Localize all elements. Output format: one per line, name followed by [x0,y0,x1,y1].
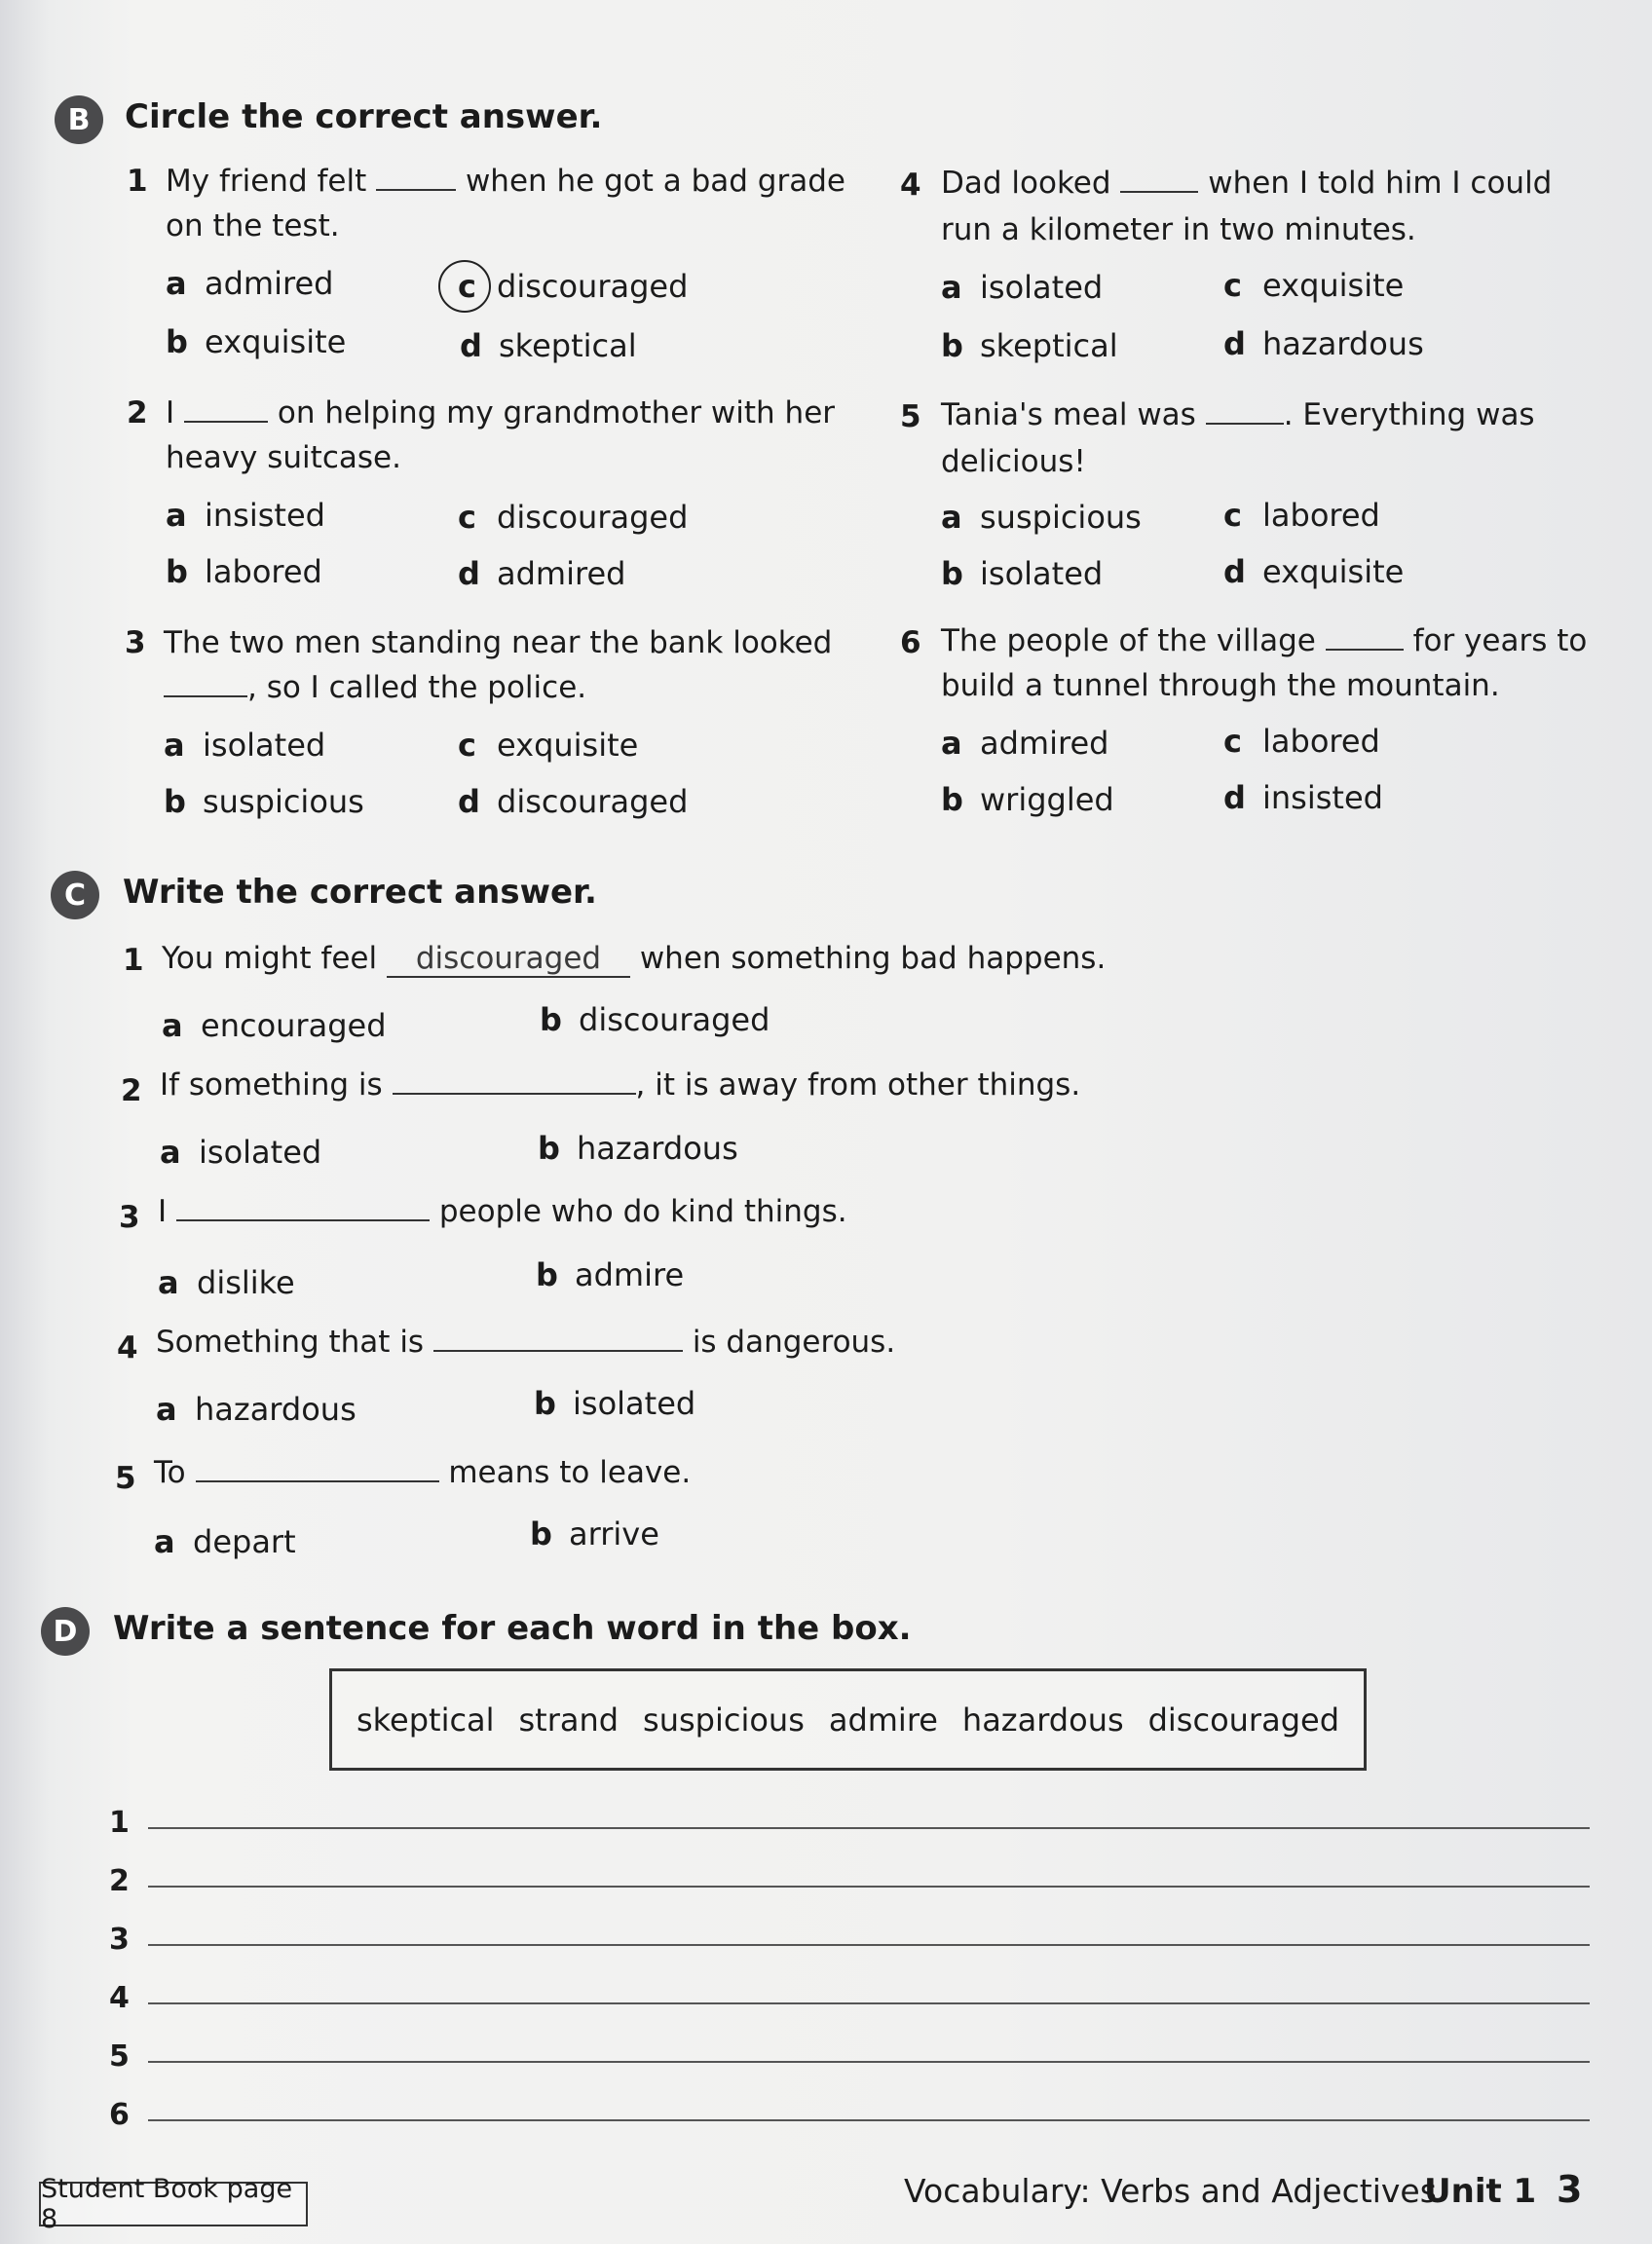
answer-field[interactable] [176,1194,430,1221]
question-text: The people of the village for years to [941,623,1588,658]
option-b: b hazardous [538,1130,738,1167]
option-d[interactable]: d admired [458,555,626,592]
option-b[interactable]: b labored [166,553,322,590]
option-c[interactable]: c labored [1223,723,1380,760]
option-d[interactable]: d discouraged [458,783,689,820]
option-a: a encouraged [162,1007,387,1044]
footer-title: Vocabulary: Verbs and Adjectives [904,2172,1437,2210]
question-text-line2: heavy suitcase. [166,440,401,475]
section-b-title: Circle the correct answer. [125,97,603,136]
question-text: To means to leave. [154,1455,692,1490]
sentence-line-number: 2 [109,1864,130,1898]
option-b[interactable]: b skeptical [941,327,1118,364]
question-text: If something is , it is away from other things. [160,1067,1081,1103]
sentence-line[interactable] [148,2061,1590,2063]
question-text: Something that is is dangerous. [156,1325,896,1360]
option-d[interactable]: d exquisite [1223,553,1405,590]
sentence-line-number: 6 [109,2098,130,2132]
answer-blank[interactable] [1206,397,1284,425]
option-a: a isolated [160,1134,322,1171]
option-a[interactable]: a isolated [164,727,326,764]
sentence-line[interactable] [148,2002,1590,2004]
section-c-title: Write the correct answer. [123,873,597,912]
question-number: 6 [900,625,921,660]
section-d-title: Write a sentence for each word in the box. [113,1609,912,1648]
question-number: 3 [119,1200,140,1235]
option-d[interactable]: d hazardous [1223,325,1424,362]
answer-blank[interactable] [184,395,268,423]
question-text: Tania's meal was . Everything was [941,397,1535,432]
option-b: b discouraged [540,1001,770,1038]
question-text-line2: on the test. [166,208,340,243]
sentence-line-number: 3 [109,1923,130,1957]
word-box [329,1668,1367,1771]
option-a[interactable]: a admired [166,265,334,302]
question-text: I on helping my grandmother with her [166,395,836,430]
word-box-item: admire [828,1701,938,1739]
word-box-item: discouraged [1147,1701,1339,1739]
word-box-item: strand [518,1701,620,1739]
question-number: 2 [121,1073,142,1108]
option-c[interactable]: c exquisite [458,727,639,764]
answer-blank[interactable] [1120,166,1198,193]
question-text: The two men standing near the bank looked [164,625,833,660]
option-c[interactable]: c discouraged [458,499,689,536]
question-text-line2: , so I called the police. [164,670,586,705]
section-d-badge: D [41,1607,90,1656]
sentence-line[interactable] [148,1827,1590,1829]
question-text: You might feel discouraged when something bad happens. [162,941,1107,976]
answer-field[interactable] [393,1067,636,1095]
sentence-line-number: 4 [109,1981,130,2015]
section-c-badge: C [51,871,99,919]
answer-field[interactable]: discouraged [387,941,630,978]
option-b[interactable]: b wriggled [941,781,1114,818]
question-number: 3 [125,625,146,660]
question-text-line2: delicious! [941,444,1086,479]
unit-label: Unit 1 [1424,2172,1537,2211]
question-text-line2: run a kilometer in two minutes. [941,212,1416,247]
option-c[interactable]: c labored [1223,497,1380,534]
option-a: a depart [154,1523,296,1560]
option-b: b isolated [534,1385,696,1422]
option-a[interactable]: a admired [941,725,1109,762]
question-text: My friend felt when he got a bad grade [166,164,845,199]
sentence-line[interactable] [148,2119,1590,2121]
option-a: a dislike [158,1264,295,1301]
section-b-badge: B [55,95,103,144]
question-text-line2: build a tunnel through the mountain. [941,668,1500,703]
word-box-item: skeptical [356,1701,495,1739]
page-number: 3 [1557,2168,1583,2211]
question-number: 2 [127,395,148,430]
question-number: 4 [117,1330,138,1365]
option-a: a hazardous [156,1391,357,1428]
word-box-item: suspicious [643,1701,805,1739]
option-b[interactable]: b suspicious [164,783,364,820]
word-box-item: hazardous [961,1701,1124,1739]
option-a[interactable]: a isolated [941,269,1104,306]
answer-field[interactable] [433,1325,683,1352]
sentence-line-number: 5 [109,2039,130,2074]
question-number: 5 [115,1461,136,1496]
option-b: b arrive [530,1515,659,1552]
option-b[interactable]: b exquisite [166,323,347,360]
option-b[interactable]: b isolated [941,555,1104,592]
option-a[interactable]: a suspicious [941,499,1142,536]
answer-blank[interactable] [1326,623,1404,651]
option-c[interactable]: c discouraged [458,268,689,305]
option-d[interactable]: d insisted [1223,779,1383,816]
student-book-reference: Student Book page 8 [39,2182,308,2226]
question-number: 1 [123,943,144,978]
option-c[interactable]: c exquisite [1223,267,1405,304]
answer-blank[interactable] [376,164,456,191]
answer-blank[interactable] [164,670,247,697]
option-b: b admire [536,1256,685,1293]
option-a[interactable]: a insisted [166,497,325,534]
question-text: Dad looked when I told him I could [941,166,1553,201]
option-d[interactable]: d skeptical [460,327,637,364]
sentence-line[interactable] [148,1944,1590,1946]
sentence-line[interactable] [148,1886,1590,1888]
answer-field[interactable] [196,1455,439,1482]
question-text: I people who do kind things. [158,1194,847,1229]
question-number: 5 [900,399,921,434]
sentence-line-number: 1 [109,1806,130,1840]
question-number: 1 [127,164,148,199]
question-number: 4 [900,168,921,203]
